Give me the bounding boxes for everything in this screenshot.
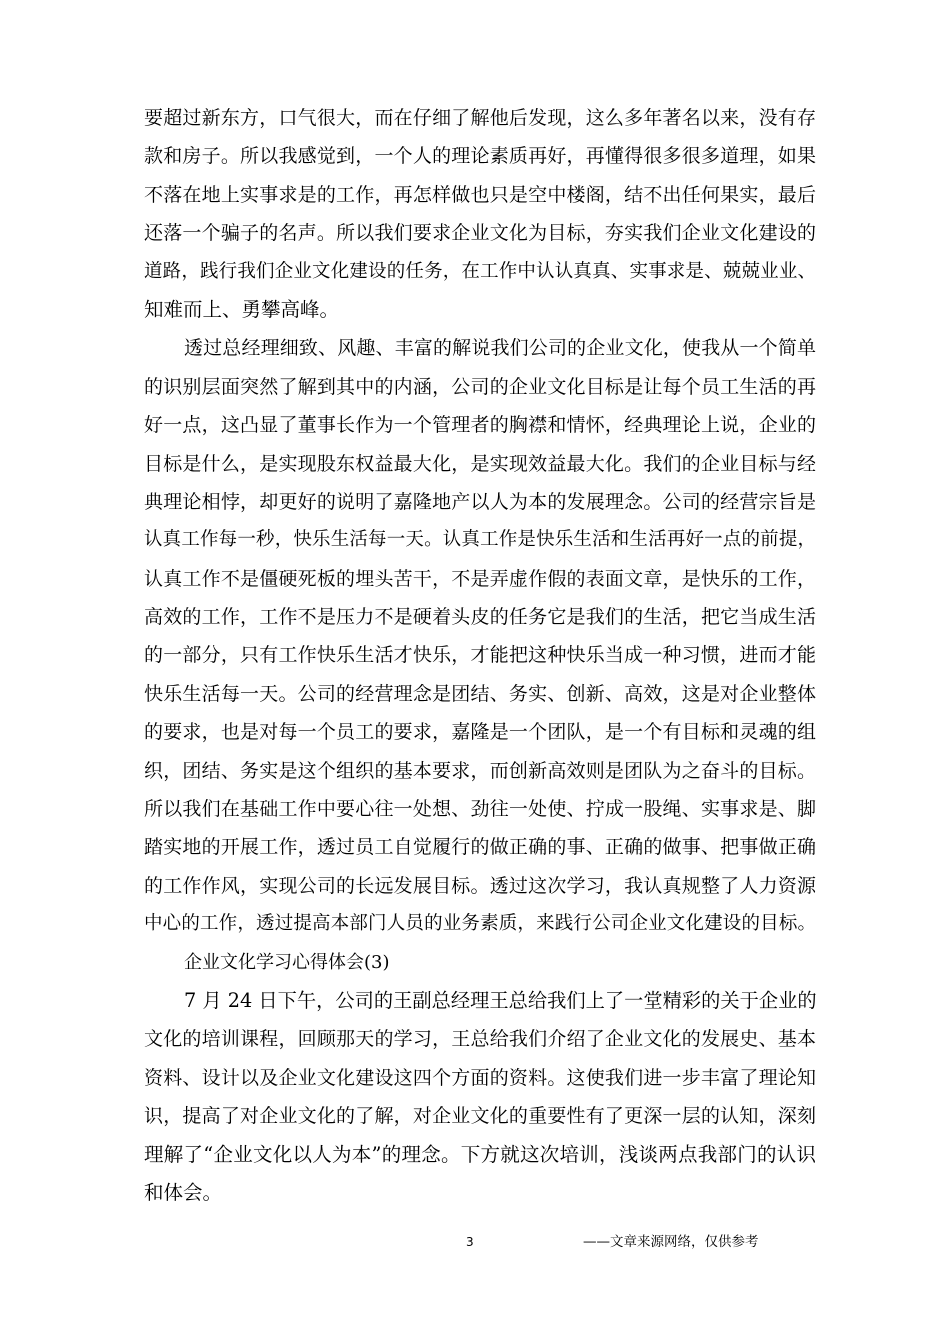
text-line: 的一部分，只有工作快乐生活才快乐，才能把这种快乐当成一种习惯，进而才能 [144,644,816,667]
heading-text: 企业文化学习心得体会(3) [184,951,390,973]
text-line: 要超过新东方，口气很大，而在仔细了解他后发现，这么多年著名以来，没有存 [144,107,816,129]
text-line: 款和房子。所以我感觉到，一个人的理论素质再好，再懂得很多很多道理，如果 [144,145,816,168]
text-line: 还落一个骗子的名声。所以我们要求企业文化为目标，夯实我们企业文化建设的 [144,222,816,245]
source-note: ——文章来源网络，仅供参考 [583,1234,759,1250]
text-line: 好一点，这凸显了董事长作为一个管理者的胸襟和情怀，经典理论上说，企业的 [144,414,816,437]
text-line: 透过总经理细致、风趣、丰富的解说我们公司的企业文化，使我从一个简单 [184,337,816,360]
text-line: 目标是什么，是实现股东权益最大化，是实现效益最大化。我们的企业目标与经 [144,452,816,475]
text-line: 文化的培训课程，回顾那天的学习，王总给我们介绍了企业文化的发展史、基本 [144,1028,816,1051]
text-line: 快乐生活每一天。公司的经营理念是团结、务实、创新、高效，这是对企业整体 [144,682,816,705]
paragraph [144,329,816,943]
text-line: 典理论相悖，却更好的说明了嘉隆地产以人为本的发展理念。公司的经营宗旨是 [144,490,816,513]
text-line: 和体会。 [144,1180,223,1204]
text-line: 的识别层面突然了解到其中的内涵，公司的企业文化目标是让每个员工生活的再 [144,375,816,398]
text-line: 认真工作每一秒，快乐生活每一天。认真工作是快乐生活和生活再好一点的前提， [144,529,816,551]
page-number: 3 [466,1235,474,1249]
text-line: 的工作作风，实现公司的长远发展目标。透过这次学习，我认真规整了人力资源 [144,874,816,897]
text-line: 织，团结、务实是这个组织的基本要求，而创新高效则是团队为之奋斗的目标。 [144,759,816,782]
paragraph [144,982,816,1212]
section-heading [144,944,816,982]
text-line: 的要求，也是对每一个员工的要求，嘉隆是一个团队，是一个有目标和灵魂的组 [144,721,816,744]
text-line: 理解了“企业文化以人为本”的理念。下方就这次培训，浅谈两点我部门的认识 [144,1142,816,1166]
text-line: 认真工作不是僵硬死板的埋头苦干，不是弄虚作假的表面文章，是快乐的工作， [144,567,816,590]
paragraph [144,99,816,329]
text-line: 不落在地上实事求是的工作，再怎样做也只是空中楼阁，结不出任何果实，最后 [144,183,816,206]
text-line: 道路，践行我们企业文化建设的任务，在工作中认认真真、实事求是、兢兢业业、 [144,260,816,282]
text-line: 踏实地的开展工作，透过员工自觉履行的做正确的事、正确的做事、把事做正确 [144,836,816,859]
text-line: 知难而上、勇攀高峰。 [144,297,340,321]
document-body [144,99,816,1212]
text-line: 所以我们在基础工作中要心往一处想、劲往一处使、拧成一股绳、实事求是、脚 [144,798,816,821]
text-line: 7 月 24 日下午，公司的王副总经理王总给我们上了一堂精彩的关于企业的 [184,988,817,1012]
text-line: 识，提高了对企业文化的了解，对企业文化的重要性有了更深一层的认知，深刻 [144,1105,816,1128]
text-line: 资料、设计以及企业文化建设这四个方面的资料。这使我们进一步丰富了理论知 [144,1066,816,1089]
text-line: 高效的工作，工作不是压力不是硬着头皮的任务它是我们的生活，把它当成生活 [144,606,816,629]
text-line: 中心的工作，透过提高本部门人员的业务素质，来践行公司企业文化建设的目标。 [144,913,816,935]
